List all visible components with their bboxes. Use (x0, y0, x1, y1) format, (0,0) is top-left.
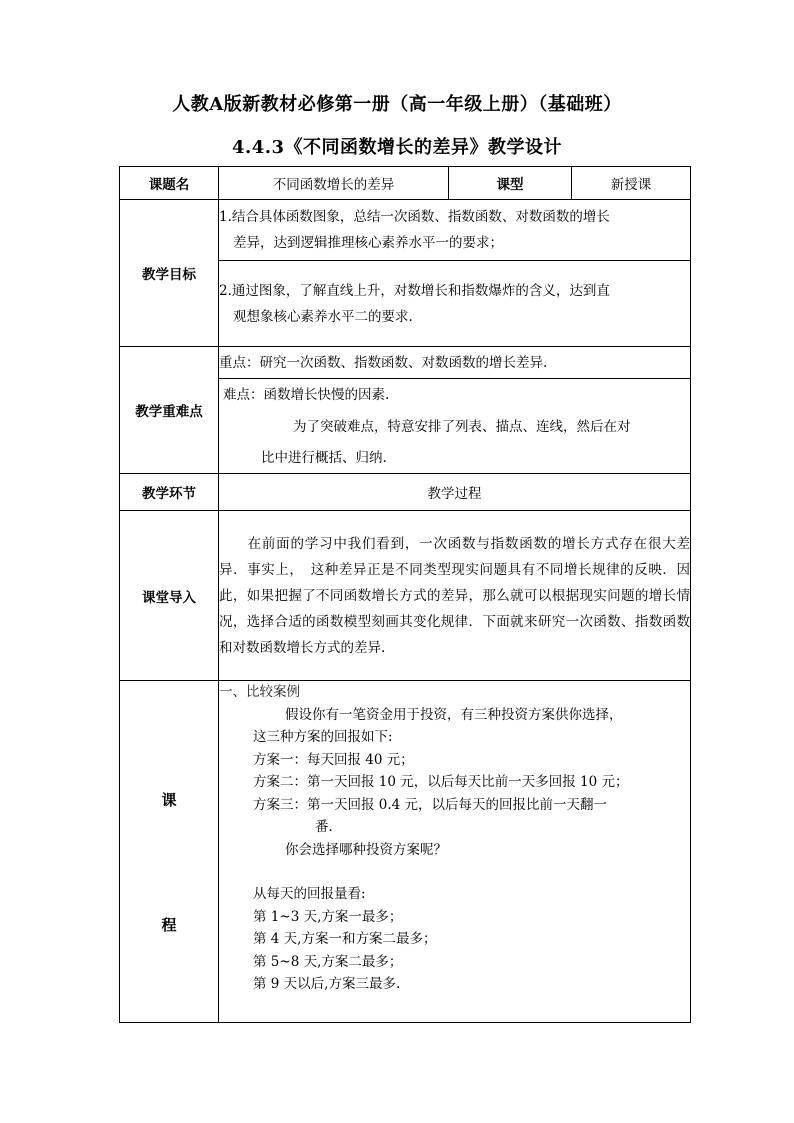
compare-1: 第 1~3 天,方案一最多； (253, 908, 403, 925)
difficulty: 难点：函数增长快慢的因素. (223, 387, 390, 403)
compare-2: 第 4 天,方案一和方案二最多； (253, 931, 437, 947)
document-title: 人教A版新教材必修第一册（高一年级上册）（基础班） (172, 94, 622, 115)
lesson-char-1: 课 (161, 791, 177, 809)
goal-1 (219, 200, 691, 261)
compare-4: 第 9 天以后,方案三最多. (253, 976, 401, 992)
plan-3-line-2: 番. (315, 819, 333, 835)
difficulty-note-line-2: 比中进行概括、归纳. (261, 450, 387, 466)
goal-1-line-1: 1.结合具体函数图象，总结一次函数、指数函数、对数函数的增长 (219, 209, 610, 225)
goal-2-line-1: 2.通过图象，了解直线上升，对数增长和指数爆炸的含义，达到直 (219, 282, 610, 299)
compare-3: 第 5~8 天,方案二最多； (253, 953, 403, 970)
process-label: 教学过程 (219, 474, 691, 511)
difficulty-note-line-1: 为了突破难点，特意安排了列表、描点、连线，然后在对 (293, 419, 631, 435)
difficulty-cell (219, 379, 691, 474)
topic-value: 不同函数增长的差异 (219, 167, 449, 200)
plan-2: 方案二：第一天回报 10 元，以后每天比前一天多回报 10 元； (253, 774, 629, 790)
section-heading: 一、比较案例 (219, 684, 300, 700)
goal-1-line-2: 差异，达到逻辑推理核心素养水平一的要求； (233, 235, 503, 251)
lesson-plan-table (119, 166, 691, 1023)
lesson-label-cell (120, 681, 219, 1023)
goal-2-line-2: 观想象核心素养水平二的要求. (233, 308, 413, 325)
type-label: 课型 (449, 167, 572, 200)
plan-3-line-1: 方案三：第一天回报 0.4 元，以后每天的回报比前一天翻一 (253, 796, 608, 813)
problem-line-2: 这三种方案的回报如下: (253, 729, 393, 745)
goal-2 (219, 261, 691, 347)
question: 你会选择哪种投资方案呢？ (285, 841, 447, 858)
plan-1: 方案一：每天回报 40 元； (253, 751, 414, 768)
keypoints-label: 教学重难点 (120, 347, 219, 474)
type-value: 新授课 (572, 167, 691, 200)
compare-title: 从每天的回报量看: (253, 886, 366, 902)
topic-label: 课题名 (120, 167, 219, 200)
intro-text: 在前面的学习中我们看到，一次函数与指数函数的增长方式存在很大差异．事实上， 这种差异正是不同类型现实问题具有不同增长规律的反映．因此，如果把握了不同函数增长方式的差异，那么就可以根据现实问题的增长情况，选择合适的函数模型刻画其变化规律．下面就来研究一次函数、指数函数和对数函数增长方式的差异. (219, 511, 691, 681)
intro-label: 课堂导入 (120, 511, 219, 681)
lesson-title: 4.4.3《不同函数增长的差异》教学设计 (231, 137, 563, 158)
stage-label: 教学环节 (120, 474, 219, 511)
process-content (219, 681, 691, 1023)
lesson-char-2: 程 (161, 916, 177, 934)
problem-line-1: 假设你有一笔资金用于投资，有三种投资方案供你选择， (285, 706, 623, 723)
goals-label: 教学目标 (120, 200, 219, 347)
key-point: 重点：研究一次函数、指数函数、对数函数的增长差异. (219, 347, 691, 379)
